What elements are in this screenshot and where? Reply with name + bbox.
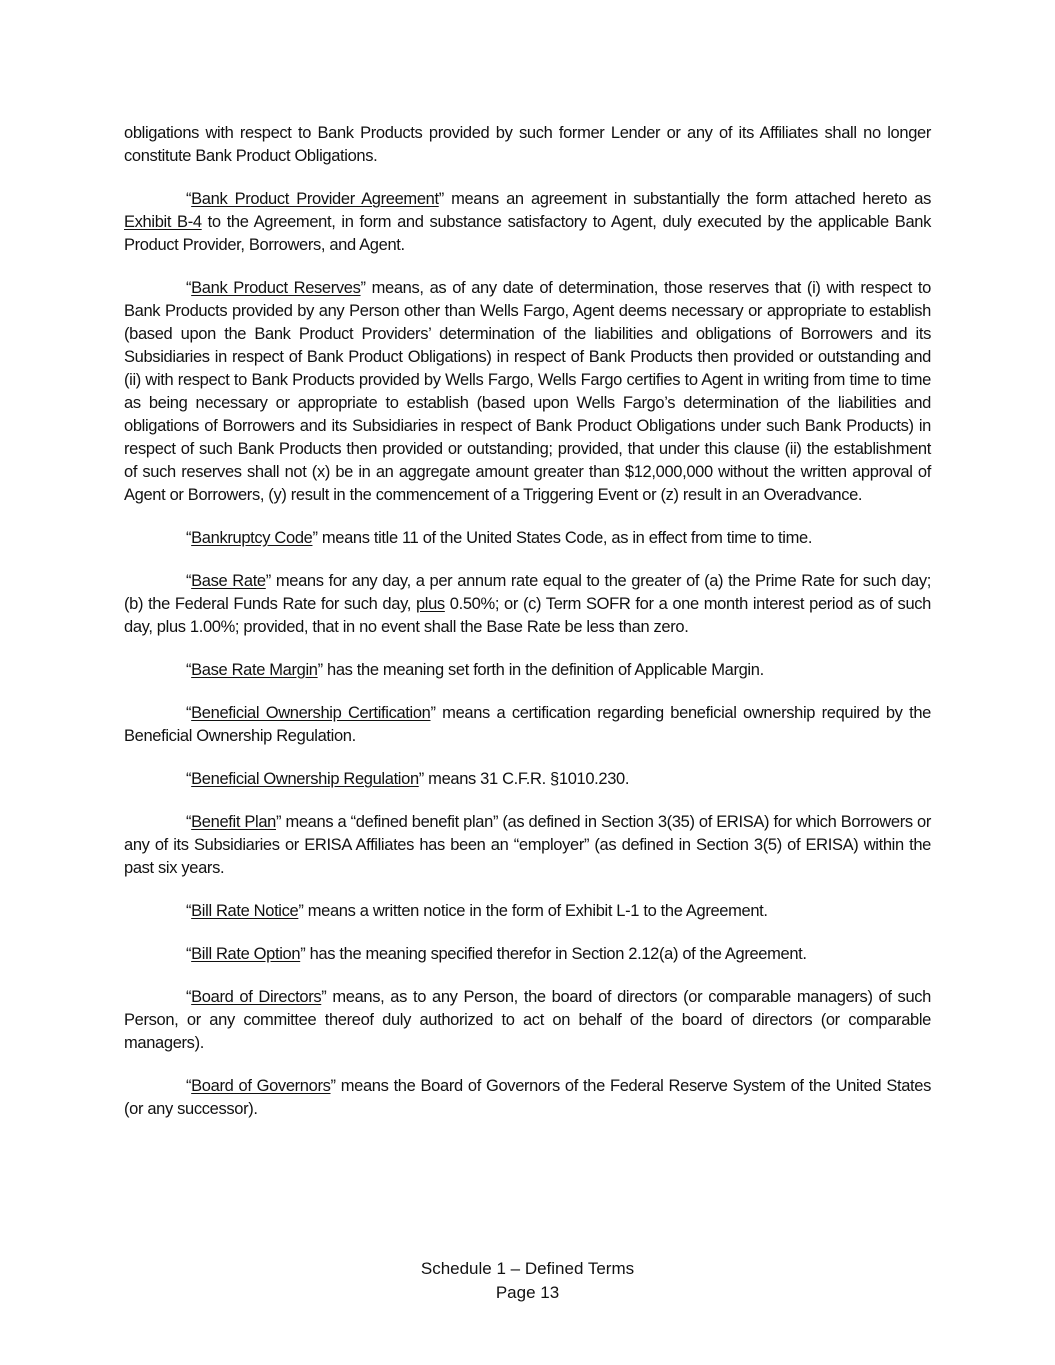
defined-term: Base Rate Margin — [191, 661, 318, 679]
definition-bill-rate-option: “Bill Rate Option” has the meaning specified therefor in Section 2.12(a) of the Agreement. — [186, 945, 807, 963]
definition-board-of-governors: “Board of Governors” means the Board of Governors of the Federal Reserve System of the United States (or any successor). — [124, 1077, 931, 1118]
intro-paragraph: obligations with respect to Bank Products provided by such former Lender or any of its Affiliates shall no longer constitute Bank Product Obligations. — [124, 124, 931, 165]
definition-bank-product-provider-agreement: “Bank Product Provider Agreement” means an agreement in substantially the form attached hereto as Exhibit B-4 to the Agreement, in form and substance satisfactory to Agent, duly executed by the applicable Bank Product Provider, Borrowers, and Agent. — [124, 190, 932, 254]
definition-bank-product-reserves: “Bank Product Reserves” means, as of any date of determination, those reserves that (i) with respect to Bank Products provided by any Person other than Wells Fargo, Agent deems necessary or appropriate to establish (based upon the Bank Product Providers’ determination of the liabilities and obligations of Borrowers and its Subsidiaries in respect of Bank Product Obligations) in respect of Bank Products then provided or outstanding and (ii) with respect to Bank Products provided by Wells Fargo, Wells Fargo certifies to Agent in writing from time to time as being necessary or appropriate to establish (based upon Wells Fargo’s determination of the liabilities and obligations of Borrowers and its Subsidiaries in respect of Bank Product Obligations under such Bank Products) in respect of such Bank Products then provided or outstanding; provided, that under this clause (ii) the establishment of such reserves shall not (x) be in an aggregate amount greater than $12,000,000 without the written approval of Agent or Borrowers, (y) result in the commencement of a Triggering Event or (z) result in an Overadvance. — [124, 279, 931, 504]
page-footer — [0, 1257, 1055, 1305]
defined-term: Board of Directors — [191, 988, 322, 1006]
defined-term: Bank Product Provider Agreement — [191, 190, 439, 208]
definition-beneficial-ownership-regulation: “Beneficial Ownership Regulation” means 31 C.F.R. §1010.230. — [186, 770, 630, 788]
definition-base-rate-margin: “Base Rate Margin” has the meaning set forth in the definition of Applicable Margin. — [186, 661, 764, 679]
page-number: Page 13 — [495, 1283, 560, 1302]
definition-base-rate: “Base Rate” means for any day, a per annum rate equal to the greater of (a) the Prime Rate for such day; (b) the Federal Funds Rate for such day, plus 0.50%; or (c) Term SOFR for a one month interest period as of such day, plus 1.00%; provided, that in no event shall the Base Rate be less than zero. — [124, 572, 932, 636]
defined-term: Bankruptcy Code — [191, 529, 313, 547]
defined-term: Bill Rate Option — [191, 945, 301, 963]
exhibit-reference: Exhibit B-4 — [124, 213, 202, 231]
defined-term: Board of Governors — [191, 1077, 331, 1095]
definition-board-of-directors: “Board of Directors” means, as to any Person, the board of directors (or comparable managers) of such Person, or any committee thereof duly authorized to act on behalf of the board of directors (or comparable managers). — [124, 988, 931, 1052]
schedule-title: Schedule 1 – Defined Terms — [420, 1259, 635, 1278]
defined-term: Benefit Plan — [191, 813, 276, 831]
defined-term: Bill Rate Notice — [191, 902, 299, 920]
definition-beneficial-ownership-certification: “Beneficial Ownership Certification” means a certification regarding beneficial ownership required by the Beneficial Ownership Regulation. — [124, 704, 931, 745]
definition-benefit-plan: “Benefit Plan” means a “defined benefit plan” (as defined in Section 3(35) of ERISA) for which Borrowers or any of its Subsidiaries or ERISA Affiliates has been an “employer” (as defined in Section 3(5) of ERISA) within the past six years. — [124, 813, 932, 877]
document-body — [124, 122, 931, 1141]
plus-emphasis: plus — [415, 595, 445, 613]
defined-term: Base Rate — [191, 572, 266, 590]
defined-term: Beneficial Ownership Regulation — [191, 770, 419, 788]
definition-bankruptcy-code: “Bankruptcy Code” means title 11 of the United States Code, as in effect from time to time. — [186, 529, 813, 547]
defined-term: Beneficial Ownership Certification — [191, 704, 431, 722]
definition-bill-rate-notice: “Bill Rate Notice” means a written notice in the form of Exhibit L-1 to the Agreement. — [186, 902, 768, 920]
defined-term: Bank Product Reserves — [191, 279, 361, 297]
